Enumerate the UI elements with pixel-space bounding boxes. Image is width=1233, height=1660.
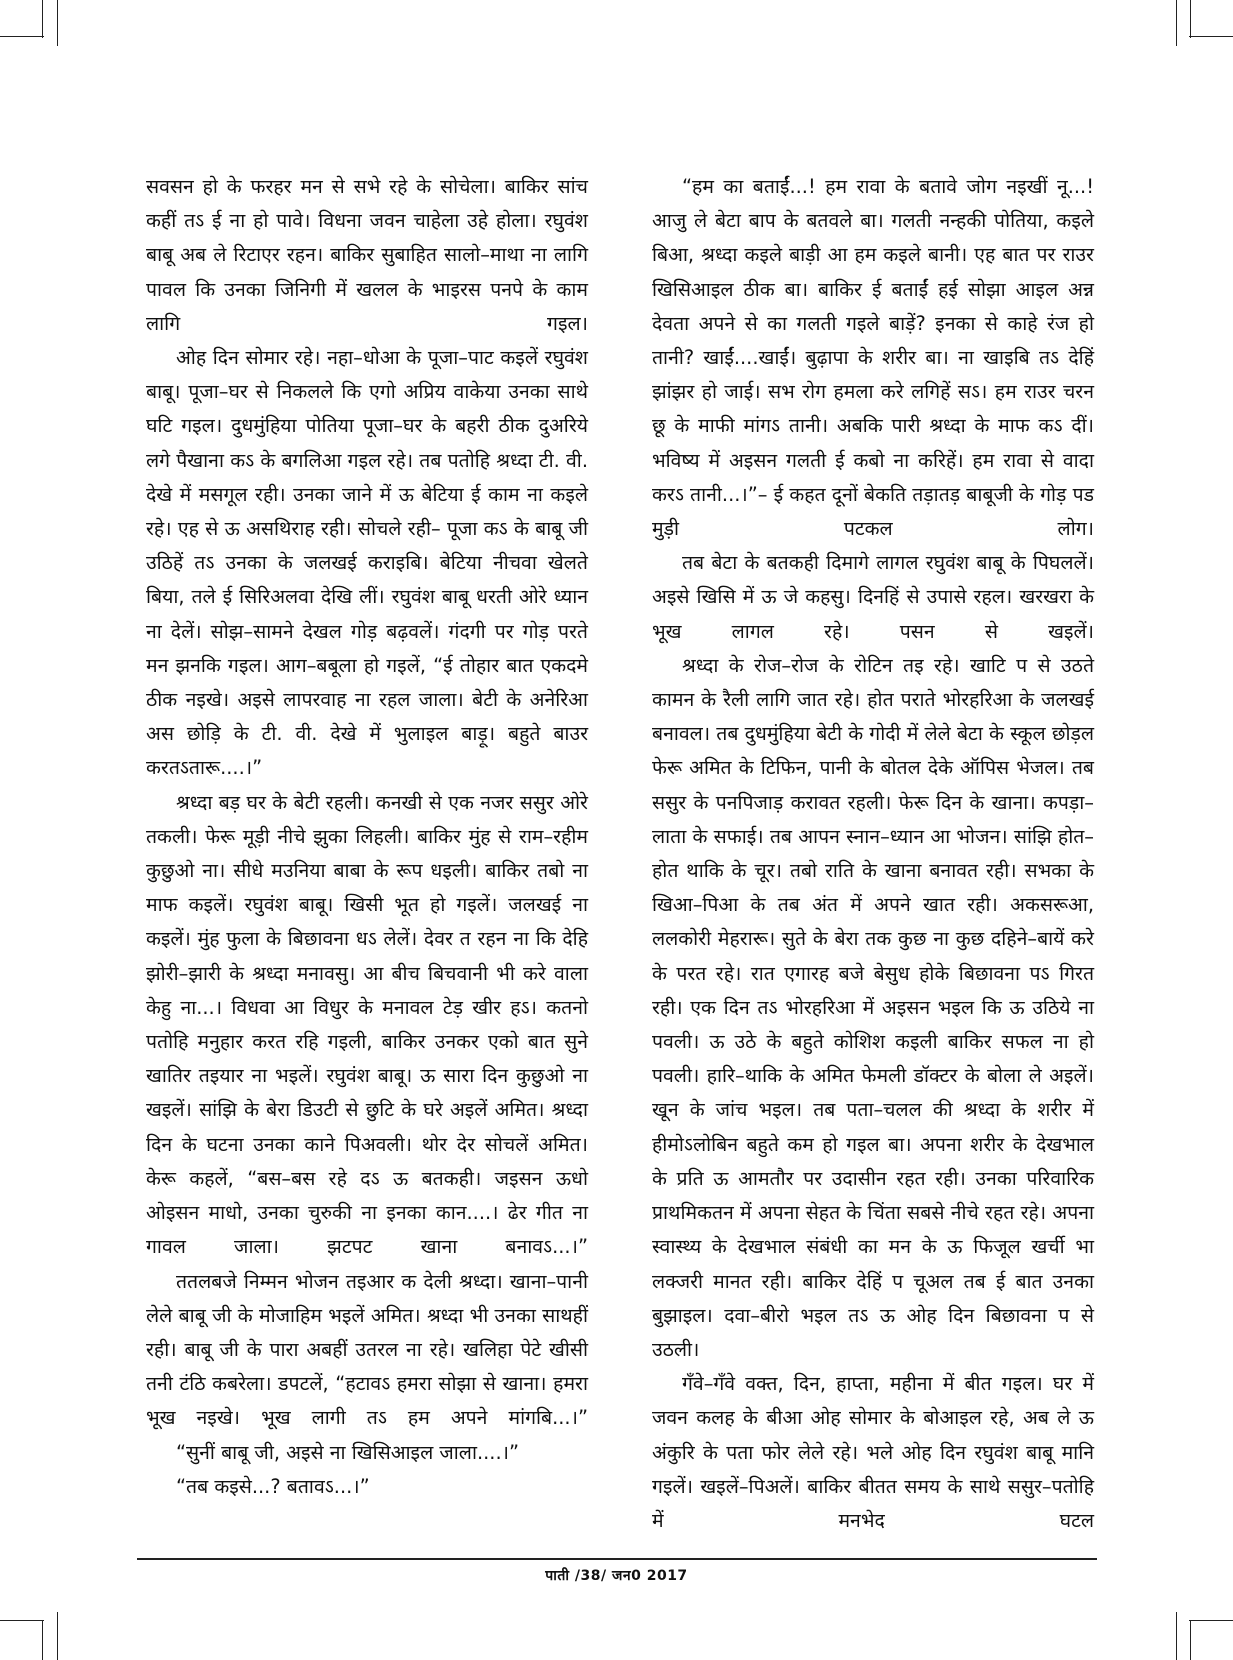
crop-mark (1190, 0, 1191, 38)
paragraph: ततलबजे निम्मन भोजन तइआर क देली श्रध्दा। खाना–पानी लेले बाबू जी के मोजाहिम भइलें अमित। श्रध्दा भी उनका साथहीं रही। बाबू जी के पारा अबहीं उतरल ना रहे। खलिहा पेटे खीसी तनी टंठि कबरेला। डपटलें, “हटावऽ हमरा सोझा से खाना। हमरा भूख नइखे। भूख लागी तऽ हम अपने मांगबि...।” (146, 1269, 588, 1430)
crop-mark (57, 1612, 58, 1660)
paragraph: श्रध्दा के रोज–रोज के रोटिन तइ रहे। खाटि प से उठते कामन के रैली लागि जात रहे। होत पराते भोरहरिआ के जलखई बनावल। तब दुधमुंहिया बेटी के गोदी में लेले बेटा के स्कूल छोड़ल फेरू अमित के टिफिन, पानी के बोतल देके ऑपिस भेजल। तब ससुर के पनपिजाड़ करावत रहली। फेरू दिन के खाना। कपड़ा–लाता के सफाई। तब आपन स्नान–ध्यान आ भोजन। सांझि होत–होत थाकि के चूर। तबो राति के खाना बनावत रही। सभका के खिआ–पिआ के तब अंत में अपने खात रही। अकसरूआ, ललकोरी मेहरारू। सुते के बेरा तक कुछ ना कुछ दहिने–बायें करे के परत रहे। रात एगारह बजे बेसुध होके बिछावना पऽ गिरत रही। एक दिन तऽ भोरहरिआ में अइसन भइल कि ऊ उठिये ना पवली। ऊ उठे के बहुते कोशिश कइली बाकिर सफल ना हो पवली। हारि–थाकि के अमित फेमली डॉक्टर के बोला ले अइलें। खून के जांच भइल। तब पता–चलल की श्रध्दा के शरीर में हीमोऽलोबिन बहुते कम हो गइल बा। अपना शरीर के देखभाल के प्रति ऊ आमतौर पर उदासीन रहत रही। उनका परिवारिक प्राथमिकतन में अपना सेहत के चिंता सबसे नीचे रहत रहे। अपना स्वास्थ्य के देखभाल संबंधी का मन के ऊ फिजूल खर्ची भा लक्जरी मानत रही। बाकिर देहिं प चूअल तब ई बात उनका बुझाइल। दवा–बीरो भइल तऽ ऊ ओह दिन बिछावना प से उठली। (652, 653, 1094, 1361)
crop-mark (1190, 1620, 1191, 1660)
paragraph: “हम का बताईं...! हम रावा के बतावे जोग नइखीं नू...! आजु ले बेटा बाप के बतवले बा। गलती नन्हकी पोतिया, कइले बिआ, श्रध्दा कइले बाड़ी आ हम कइले बानी। एह बात पर राउर खिसिआइल ठीक बा। बाकिर ई बताईं हई सोझा आइल अन्न देवता अपने से का गलती गइले बाड़ें? इनका से काहे रंज हो तानी? खाईं....खाईं। बुढ़ापा के शरीर बा। ना खाइबि तऽ देहिं झांझर हो जाई। सभ रोग हमला करे लगिहें सऽ। हम राउर चरन छू के माफी मांगऽ तानी। अबकि पारी श्रध्दा के माफ कऽ दीं। भविष्य में अइसन गलती ई कबो ना करिहें। हम रावा से वादा करऽ तानी...।”– ई कहत दूनों बेकति तड़ातड़ बाबूजी के गोड़ पड मुड़ी पटकल लोग। (652, 175, 1094, 541)
footer-rule (137, 1558, 1097, 1560)
crop-mark (1176, 0, 1177, 46)
paragraph: तब बेटा के बतकही दिमागे लागल रघुवंश बाबू के पिघललें। अइसे खिसि में ऊ जे कहसु। दिनहिं से उपासे रहल। खरखरा के भूख लागल रहे। पसन से खइलें। (652, 551, 1094, 643)
paragraph: ओह दिन सोमार रहे। नहा–धोआ के पूजा–पाट कइलें रघुवंश बाबू। पूजा–घर से निकलले कि एगो अप्रिय वाकेया उनका साथे घटि गइल। दुधमुंहिया पोतिया पूजा–घर के बहरी ठीक दुअरिये लगे पैखाना कऽ के बगलिआ गइल रहे। तब पतोहि श्रध्दा टी. वी. देखे में मसगूल रही। उनका जाने में ऊ बेटिया ई काम ना कइले रहे। एह से ऊ असथिराह रही। सोचले रही– पूजा कऽ के बाबू जी उठिहें तऽ उनका के जलखई कराइबि। बेटिया नीचवा खेलते बिया, तले ई सिरिअलवा देखि लीं। रघुवंश बाबू धरती ओरे ध्यान ना देलें। सोझ–सामने देखल गोड़ बढ़वलें। गंदगी पर गोड़ परते मन झनकि गइल। आग–बबूला हो गइलें, “ई तोहार बात एकदमे ठीक नइखे। अइसे लापरवाह ना रहल जाला। बेटी के अनेरिआ अस छोड़ि के टी. वी. देखे में भुलाइल बाड़ू। बहुते बाउर करतऽतारू....।” (146, 346, 588, 780)
left-text-column (146, 170, 588, 1504)
crop-mark (42, 1620, 43, 1660)
paragraph: “सुनीं बाबू जी, अइसे ना खिसिआइल जाला....।” (176, 1440, 520, 1464)
paragraph: श्रध्दा बड़ घर के बेटी रहली। कनखी से एक नजर ससुर ओरे तकली। फेरू मूड़ी नीचे झुका लिहली। बाकिर मुंह से राम–रहीम कुछुओ ना। सीधे मउनिया बाबा के रूप धइली। बाकिर तबो ना माफ कइलें। रघुवंश बाबू। खिसी भूत हो गइलें। जलखई ना कइलें। मुंह फुला के बिछावना धऽ लेलें। देवर त रहन ना कि देहि झोरी–झारी के श्रध्दा मनावसु। आ बीच बिचवानी भी करे वाला केहु ना...। विधवा आ विधुर के मनावल टेड़ खीर हऽ। कतनो पतोहि मनुहार करत रहि गइली, बाकिर उनकर एको बात सुने खातिर तइयार ना भइलें। रघुवंश बाबू। ऊ सारा दिन कुछुओ ना खइलें। सांझि के बेरा डिउटी से छुटि के घरे अइलें अमित। श्रध्दा दिन के घटना उनका काने पिअवली। थोर देर सोचलें अमित। केरू कहलें, “बस–बस रहे दऽ ऊ बतकही। जइसन ऊधो ओइसन माधो, उनका चुरुकी ना इनका कान....। ढेर गीत ना गावल जाला। झटपट खाना बनावऽ...।” (146, 790, 588, 1259)
paragraph: सवसन हो के फरहर मन से सभे रहे के सोचेला। बाकिर सांच कहीं तऽ ई ना हो पावे। विधना जवन चाहेला उहे होला। रघुवंश बाबू अब ले रिटाएर रहन। बाकिर सुबाहित सालो–माथा ना लागि पावल कि उनका जिनिगी में खलल के भाइरस पनपे के काम लागि गइल। (146, 175, 588, 335)
page-footer: पाती /38/ जन0 2017 (545, 1568, 688, 1584)
paragraph: “तब कइसे...? बतावऽ...।” (176, 1474, 370, 1498)
crop-mark (1176, 1612, 1177, 1660)
paragraph: गँवे–गँवे वक्त, दिन, हाप्ता, महीना में बीत गइल। घर में जवन कलह के बीआ ओह सोमार के बोआइल रहे, अब ले ऊ अंकुरि के पता फोर लेले रहे। भले ओह दिन रघुवंश बाबू मानि गइलें। खइलें–पिअलें। बाकिर बीतत समय के साथे ससुर–पतोहि में मनभेद घटल (652, 1372, 1094, 1532)
crop-mark (42, 0, 43, 38)
crop-mark (1189, 36, 1233, 37)
crop-mark (0, 36, 44, 37)
crop-mark (57, 0, 58, 46)
crop-mark (0, 1620, 44, 1621)
crop-mark (1189, 1620, 1233, 1621)
right-text-column (652, 170, 1094, 1538)
